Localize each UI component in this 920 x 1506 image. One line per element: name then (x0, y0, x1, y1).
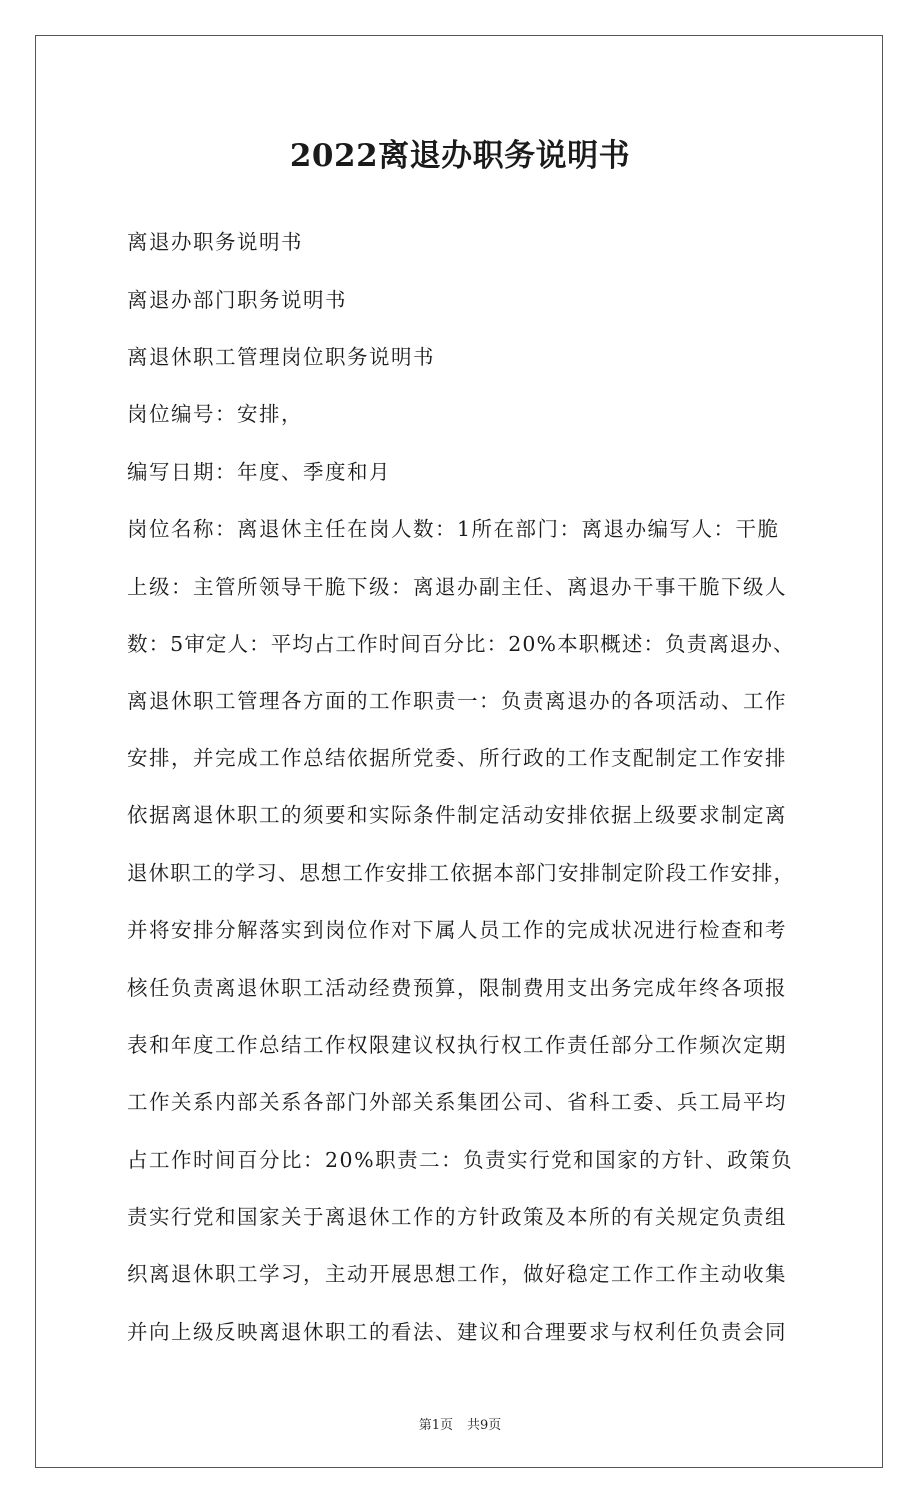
text-line-14: 核任负责离退休职工活动经费预算，限制费用支出务完成年终各项报 (127, 976, 787, 1000)
text-line-5: 编写日期：年度、季度和月 (127, 460, 391, 484)
text-line-7: 上级：主管所领导干脆下级：离退办副主任、离退办干事干脆下级人 (127, 575, 787, 599)
page-number: 第1页 (418, 1418, 453, 1433)
text-line-4: 岗位编号：安排， (127, 402, 303, 426)
text-line-9: 离退休职工管理各方面的工作职责一：负责离退办的各项活动、工作 (127, 689, 787, 713)
text-line-18: 责实行党和国家关于离退休工作的方针政策及本所的有关规定负责组 (127, 1205, 787, 1229)
text-line-1: 离退办职务说明书 (127, 230, 303, 254)
page-total: 共9页 (467, 1418, 502, 1433)
text-line-15: 表和年度工作总结工作权限建议权执行权工作责任部分工作频次定期 (127, 1033, 787, 1057)
text-line-19: 织离退休职工学习，主动开展思想工作，做好稳定工作工作主动收集 (127, 1262, 787, 1286)
text-line-20: 并向上级反映离退休职工的看法、建议和合理要求与权利任负责会同 (127, 1320, 787, 1344)
text-line-10: 安排，并完成工作总结依据所党委、所行政的工作支配制定工作安排 (127, 746, 787, 770)
text-line-12: 退休职工的学习、思想工作安排工依据本部门安排制定阶段工作安排， (127, 861, 795, 885)
text-line-3: 离退休职工管理岗位职务说明书 (127, 345, 435, 369)
text-line-8: 数：5审定人：平均占工作时间百分比：20%本职概述：负责离退办、 (127, 632, 795, 656)
page-footer (0, 1414, 920, 1433)
text-line-13: 并将安排分解落实到岗位作对下属人员工作的完成状况进行检查和考 (127, 918, 787, 942)
text-line-2: 离退办部门职务说明书 (127, 288, 347, 312)
text-line-11: 依据离退休职工的须要和实际条件制定活动安排依据上级要求制定离 (127, 803, 787, 827)
text-line-17: 占工作时间百分比：20%职责二：负责实行党和国家的方针、政策负 (127, 1148, 794, 1172)
document-title: 2022离退办职务说明书 (289, 138, 631, 174)
text-line-6: 岗位名称：离退休主任在岗人数：1所在部门：离退办编写人：干脆 (127, 517, 780, 541)
text-line-16: 工作关系内部关系各部门外部关系集团公司、省科工委、兵工局平均 (127, 1090, 787, 1114)
